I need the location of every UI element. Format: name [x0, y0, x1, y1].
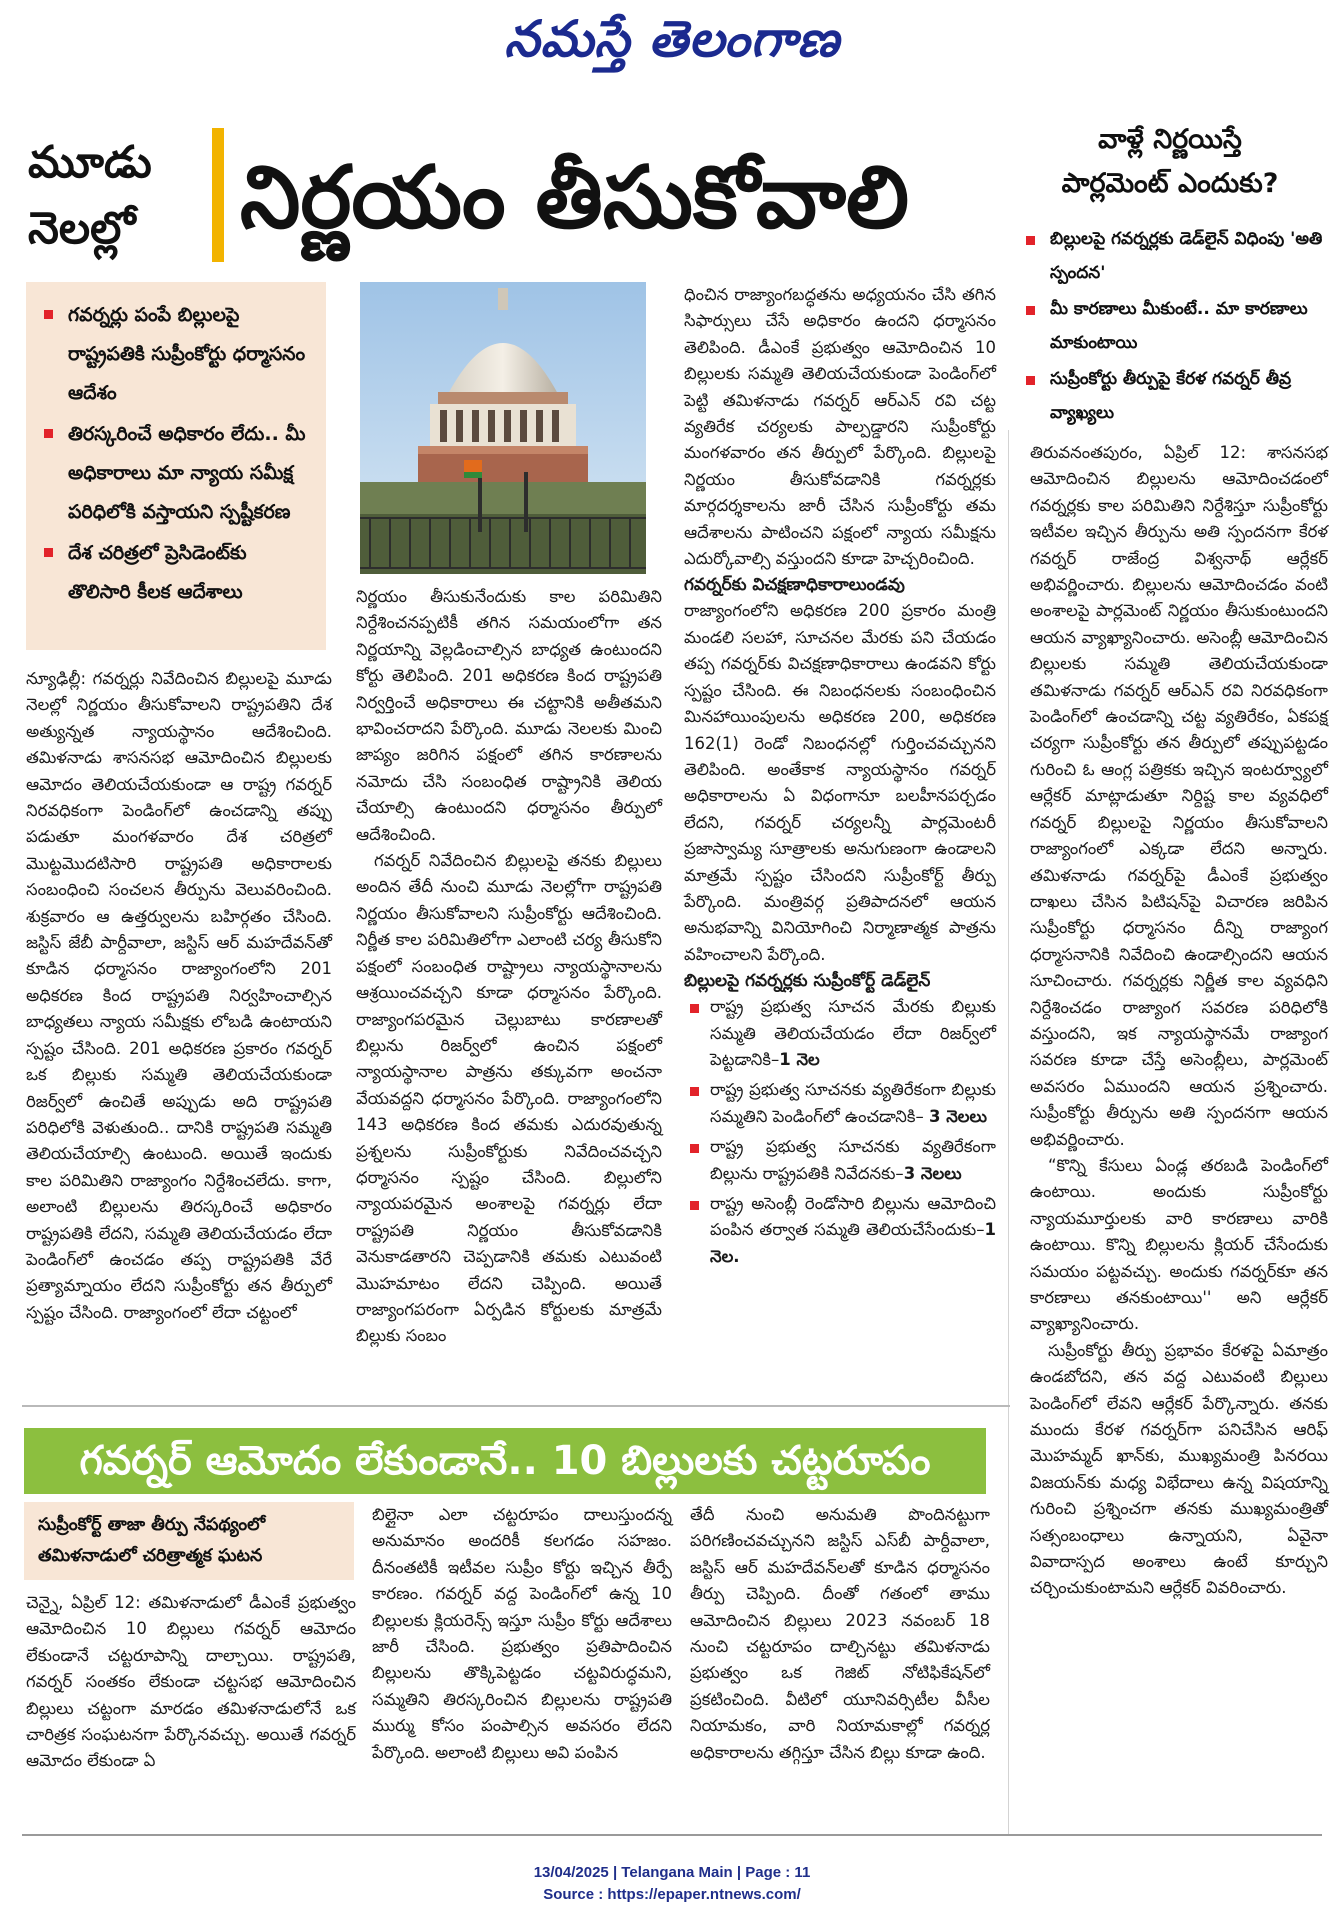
deadline-item: రాష్ట్ర ప్రభుత్వ సూచన మేరకు బిల్లుకు సమ్మతి తెలియచేయడం లేదా రిజర్వ్‌లో పెట్టడానికి–1 నెల [684, 994, 996, 1073]
lower-story-kicker: సుప్రీంకోర్ట్ తాజా తీర్పు నేపథ్యంలో తమిళనాడులో చరిత్రాత్మక ఘటన [24, 1502, 354, 1580]
main-story-column-1 [26, 666, 332, 1401]
article-paragraph: చెన్నై, ఏప్రిల్ 12: తమిళనాడులో డీఎంకే ప్రభుత్వం ఆమోదించిన 10 బిల్లులు గవర్నర్ ఆమోదం లేకుండానే చట్టరూపాన్ని దాల్చాయి. రాష్ట్రపతి, గవర్నర్ సంతకం లేకుండా చట్టసభ ఆమోదించిన బిల్లులు చట్టంగా మారడం తమిళనాడులోనే ఒక చారిత్రక సంఘటనగా పేర్కొనవచ్చు. అయితే గవర్నర్ ఆమోదం లేకుండా ఏ [26, 1593, 356, 1771]
source-link[interactable]: Source : https://epaper.ntnews.com/ [543, 1886, 801, 1903]
main-headline: నిర్ణయం తీసుకోవాలి [240, 148, 910, 248]
deadline-list [684, 994, 996, 1270]
supreme-court-photo [360, 282, 646, 574]
lower-story-column-1 [26, 1590, 356, 1826]
highlight-item: దేశ చరిత్రలో ప్రెసిడెంట్‌కు తొలిసారి కీలక ఆదేశాలు [38, 534, 314, 612]
lower-story-banner: గవర్నర్ ఆమోదం లేకుండానే.. 10 బిల్లులకు చట్టరూపం [24, 1428, 986, 1494]
article-paragraph: న్యూఢిల్లీ: గవర్నర్లు నివేదించిన బిల్లులపై మూడు నెలల్లో నిర్ణయం తీసుకోవాలని రాష్ట్రపతిని దేశ అత్యున్నత న్యాయస్థానం ఆదేశించింది. తమిళనాడు శాసనసభ ఆమోదించిన బిల్లులకు ఆమోదం తెలియచేయకుండా ఆ రాష్ట్ర గవర్నర్ నిరవధికంగా పెండింగ్‌లో ఉంచడాన్ని తప్పు పడుతూ మంగళవారం దేశ చరిత్రలో మొట్టమొదటిసారి రాష్ట్రపతి అధికారాలకు సంబంధించి సంచలన తీర్పును వెలువరించింది. శుక్రవారం ఆ ఉత్తర్వులను బహిర్గతం చేసింది. జస్టిస్ జేబీ పార్దీవాలా, జస్టిస్ ఆర్ మహదేవన్‌తో కూడిన ధర్మాసనం రాజ్యాంగంలోని 201 అధికరణ కింద రాష్ట్రపతి నిర్వహించాల్సిన బాధ్యతలు న్యాయ సమీక్షకు లోబడి ఉంటాయని స్పష్టం చేసింది. 201 అధికరణ ప్రకారం గవర్నర్ ఒక బిల్లుకు సమ్మతి తెలియచేయకుండా రిజర్వ్‌లో ఉంచితే అప్పుడు అది రాష్ట్రపతి పరిధిలోకి వెళుతుంది.. దానికి రాష్ట్రపతి సమ్మతి తెలియచేయాల్సి ఉంటుంది. అయితే ఇందుకు కాల పరిమితిని రాజ్యాంగం నిర్దేశించలేదు. కాగా, అలాంటి బిల్లులను తిరస్కరించే అధికారం రాష్ట్రపతికి లేదని, సమ్మతి తెలియచేయడం లేదా పెండింగ్‌లో ఉంచడం తప్ప రాష్ట్రపతికి వేరే ప్రత్యామ్నాయం లేదని సుప్రీంకోర్టు తన తీర్పులో స్పష్టం చేసింది. రాజ్యాంగంలో లేదా చట్టంలో [26, 669, 332, 1322]
article-paragraph: ధించిన రాజ్యాంగబద్ధతను అధ్యయనం చేసి తగిన సిఫార్సులు చేసే అధికారం ఉందని ధర్మాసనం తెలిపింది. డీఎంకే ప్రభుత్వం ఆమోదించిన 10 బిల్లులకు సమ్మతి తెలియచేయకుండా పెండింగ్‌లో పెట్టి తమిళనాడు గవర్నర్ ఆర్‌ఎన్ రవి చట్ట వ్యతిరేక చర్యలకు పాల్పడ్డారని సుప్రీంకోర్టు మంగళవారం తన తీర్పులో పేర్కొంది. బిల్లులపై నిర్ణయం తీసుకోవడానికి గవర్నర్లకు మార్గదర్శకాలను జారీ చేసిన సుప్రీంకోర్టు తమ ఆదేశాలను పాటించని పక్షంలో న్యాయ సమీక్షను ఎదుర్కోవాల్సి వస్తుందని కూడా హెచ్చరించింది. [684, 285, 996, 569]
article-paragraph: తిరువనంతపురం, ఏప్రిల్ 12: శాసనసభ ఆమోదించిన బిల్లులను ఆమోదించడంలో గవర్నర్లకు కాల పరిమితిని నిర్దేశిస్తూ సుప్రీంకోర్టు ఇటీవల ఇచ్చిన తీర్పును అతి స్పందనగా కేరళ గవర్నర్ రాజేంద్ర విశ్వనాథ్ ఆర్లేకర్ అభివర్ణించారు. బిల్లులను ఆమోదించడం వంటి అంశాలపై పార్లమెంట్ నిర్ణయం తీసుకుంటుందని ఆయన వ్యాఖ్యానించారు. అసెంబ్లీ ఆమోదించిన బిల్లులకు సమ్మతి తెలియచేయకుండా తమిళనాడు గవర్నర్ ఆర్‌ఎన్ రవి నిరవధికంగా పెండింగ్‌లో ఉంచడాన్ని చట్ట వ్యతిరేకం, ఏకపక్ష చర్యగా సుప్రీంకోర్టు తన తీర్పులో తప్పుపట్టడం గురించి ఓ ఆంగ్ల పత్రికకు ఇచ్చిన ఇంటర్వ్యూలో ఆర్లేకర్ మాట్లాడుతూ నిర్దిష్ట కాల వ్యవధిలో గవర్నర్ బిల్లులపై నిర్ణయం తీసుకోవాలని రాజ్యాంగంలో ఎక్కడా లేదని అన్నారు. తమిళనాడు గవర్నర్‌పై డీఎంకే ప్రభుత్వం దాఖలు చేసిన పిటిషన్‌పై విచారణ జరిపిన సుప్రీంకోర్టు ధర్మాసనం దీన్ని రాజ్యాంగ ధర్మాసనానికి నివేదించి ఉండాల్సిందని ఆయన సూచించారు. గవర్నర్లకు నిర్ణీత కాల వ్యవధిని నిర్దేశించడం రాజ్యాంగ సవరణ పరిధిలోకి వస్తుందని, ఇక న్యాయస్థానమే రాజ్యాంగ సవరణ కూడా చేస్తే అసెంబ్లీలు, పార్లమెంట్ అవసరం ఏముందని ఆయన ప్రశ్నించారు. సుప్రీంకోర్టు తీర్పును అతి స్పందనగా ఆయన అభివర్ణించారు. [1030, 443, 1328, 1149]
article-paragraph: బిల్లైనా ఎలా చట్టరూపం దాలుస్తుందన్న అనుమానం అందరికీ కలగడం సహజం. దీనంతటికీ ఇటీవల సుప్రీం కోర్టు ఇచ్చిన తీర్పే కారణం. గవర్నర్ వద్ద పెండింగ్‌లో ఉన్న 10 బిల్లులకు క్లియరెన్స్ ఇస్తూ సుప్రీం కోర్టు ఆదేశాలు జారీ చేసింది. ప్రభుత్వం ప్రతిపాదించిన బిల్లులను తొక్కిపెట్టడం చట్టవిరుద్ధమని, సమ్మతిని తిరస్కరించిన బిల్లులను రాష్ట్రపతి ముర్ము కోసం పంపాల్సిన అవసరం లేదని పేర్కొంది. అలాంటి బిల్లులు అవి పంపిన [372, 1505, 672, 1762]
deadline-item: రాష్ట్ర అసెంబ్లీ రెండోసారి బిల్లును ఆమోదించి పంపిన తర్వాత సమ్మతి తెలియచేసేందుకు–1 నెల. [684, 1191, 996, 1270]
article-paragraph: రాజ్యాంగంలోని అధికరణ 200 ప్రకారం మంత్రి మండలి సలహా, సూచనల మేరకు పని చేయడం తప్ప గవర్నర్‌కు విచక్షణాధికారాలు ఉండవని కోర్టు స్పష్టం చేసింది. ఈ నిబంధనలకు సంబంధించిన మినహాయింపులను అధికరణ 200, అధికరణ 162(1) రెండో నిబంధనల్లో గుర్తించవచ్చునని తెలిపింది. అంతేకాక న్యాయస్థానం గవర్నర్ అధికారాలను ఏ విధంగానూ బలహీనపర్చడం లేదని, గవర్నర్ చర్యలన్నీ పార్లమెంటరీ ప్రజాస్వామ్య సూత్రాలకు అనుగుణంగా ఉండాలని మాత్రమే స్పష్టం చేసిందని సుప్రీంకోర్ట్ తీర్పు పేర్కొంది. మంత్రివర్గ ప్రతిపాదనలో ఆయన అనుభవాన్ని వినియోగించి నిర్మాణాత్మక పాత్రను వహించాలని పేర్కొంది. [684, 601, 996, 964]
page-footer [0, 1862, 1344, 1906]
section-subhead: గవర్నర్‌కు విచక్షణాధికారాలుండవు [684, 575, 905, 596]
side-headline-line: పార్లమెంట్ ఎందుకు? [1061, 168, 1279, 199]
side-highlight-item: మీ కారణాలు మీకుంటే.. మా కారణాలు మాకుంటాయి [1020, 292, 1332, 360]
article-paragraph: “కొన్ని కేసులు ఏండ్ల తరబడి పెండింగ్‌లో ఉంటాయి. అందుకు సుప్రీంకోర్టు న్యాయమూర్తులకు వారి కారణాలు వారికి ఉంటాయి. కొన్ని బిల్లులను క్లియర్ చేసేందుకు సమయం పట్టవచ్చు. అందుకు గవర్నర్‌కూ తన కారణాలు తనకుంటాయి'' అని ఆర్లేకర్ వ్యాఖ్యానించారు. [1030, 1155, 1328, 1334]
supreme-court-building-image [360, 282, 646, 574]
deadline-item: రాష్ట్ర ప్రభుత్వ సూచనకు వ్యతిరేకంగా బిల్లుకు సమ్మతిని పెండింగ్‌లో ఉంచడానికి– 3 నెలలు [684, 1077, 996, 1130]
side-headline-line: వాళ్లే నిర్ణయిస్తే [1098, 124, 1242, 155]
edition-info: 13/04/2025 | Telangana Main | Page : 11 [533, 1864, 811, 1881]
deadline-item: రాష్ట్ర ప్రభుత్వ సూచనకు వ్యతిరేకంగా బిల్లును రాష్ట్రపతికి నివేదనకు–3 నెలలు [684, 1134, 996, 1187]
deadline-heading: బిల్లులపై గవర్నర్లకు సుప్రీంకోర్ట్ డెడ్‌లైన్ [684, 971, 931, 992]
main-story-column-3 [684, 282, 996, 1402]
lower-story-column-2 [372, 1502, 672, 1826]
highlight-item: గవర్నర్లు పంపే బిల్లులపై రాష్ట్రపతికి సుప్రీంకోర్టు ధర్మాసనం ఆదేశం [38, 296, 314, 413]
side-story-highlights [1020, 222, 1332, 432]
article-paragraph: గవర్నర్ నివేదించిన బిల్లులపై తనకు బిల్లులు అందిన తేదీ నుంచి మూడు నెలల్లోగా రాష్ట్రపతి నిర్ణయం తీసుకోవాలని సుప్రీంకోర్టు ఆదేశించింది. నిర్ణీత కాల పరిమితిలోగా ఎలాంటి చర్య తీసుకోని పక్షంలో సంబంధిత రాష్ట్రాలు న్యాయస్థానాలను ఆశ్రయించవచ్చని కూడా ధర్మాసనం పేర్కొంది. రాజ్యాంగపరమైన చెల్లుబాటు కారణాలతో బిల్లును రిజర్వ్‌లో ఉంచిన పక్షంలో న్యాయస్థానాల పాత్రను తక్కువగా అంచనా వేయవద్దని ధర్మాసనం పేర్కొంది. రాజ్యాంగంలోని 143 అధికరణ కింద తమకు ఎదురవుతున్న ప్రశ్నలను సుప్రీంకోర్టుకు నివేదించవచ్చని ధర్మాసనం స్పష్టం చేసింది. బిల్లులోని న్యాయపరమైన అంశాలపై గవర్నర్లు లేదా రాష్ట్రపతి నిర్ణయం తీసుకోవడానికి వెనుకాడతారని చెప్పడానికి తమకు ఎటువంటి మొహమాటం లేదని చెప్పింది. అయితే రాజ్యాంగపరంగా ఏర్పడిన కోర్టులకు మాత్రమే బిల్లుకు సంబం [356, 851, 662, 1346]
column-divider [1008, 430, 1009, 1835]
highlight-item: తిరస్కరించే అధికారం లేదు.. మీ అధికారాలు మా న్యాయ సమీక్ష పరిధిలోకి వస్తాయని స్పష్టీకరణ [38, 415, 314, 532]
side-highlight-item: బిల్లులపై గవర్నర్లకు డెడ్‌లైన్ విధింపు 'అతి స్పందన' [1020, 222, 1332, 290]
kicker-divider [212, 128, 224, 262]
main-story-column-2 [356, 584, 662, 1401]
side-highlight-item: సుప్రీంకోర్టు తీర్పుపై కేరళ గవర్నర్ తీవ్ర వ్యాఖ్యలు [1020, 362, 1332, 430]
kicker-line: మూడు [28, 137, 152, 188]
lower-story-column-3 [690, 1502, 990, 1826]
article-paragraph: నిర్ణయం తీసుకునేందుకు కాల పరిమితిని నిర్దేశించనప్పటికీ తగిన సమయంలోగా తన నిర్ణయాన్ని వెల్లడించాల్సిన బాధ్యత ఉంటుందని కోర్టు తెలిపింది. 201 అధికరణ కింద రాష్ట్రపతి నిర్వర్తించే అధికారాలు ఈ చట్టానికి అతీతమని భావించరాదని పేర్కొంది. మూడు నెలలకు మించి జాప్యం జరిగిన పక్షంలో తగిన కారణాలను నమోదు చేసి సంబంధిత రాష్ట్రానికి తెలియ చేయాల్సి ఉంటుందని ధర్మాసనం తీర్పులో ఆదేశించింది. [356, 587, 662, 844]
masthead [0, 10, 1344, 90]
masthead-logo: నమస్తే తెలంగాణ [504, 10, 840, 68]
side-headline [1010, 118, 1330, 206]
article-paragraph: తేదీ నుంచి అనుమతి పొందినట్టుగా పరిగణించవచ్చునని జస్టిస్ ఎస్‌బీ పార్దీవాలా, జస్టిస్ ఆర్ మహదేవన్‌లతో కూడిన ధర్మాసనం తీర్పు చెప్పింది. దీంతో గతంలో తాము ఆమోదించిన బిల్లులు 2023 నవంబర్ 18 నుంచి చట్టరూపం దాల్చినట్టు తమిళనాడు ప్రభుత్వం ఒక గెజిట్ నోటిఫికేషన్‌లో ప్రకటించింది. వీటిలో యూనివర్సిటీల వీసీల నియామకం, వారి నియామకాల్లో గవర్నర్ల అధికారాలను తగ్గిస్తూ చేసిన బిల్లు కూడా ఉంది. [690, 1505, 990, 1762]
kicker-line: నెలల్లో [28, 203, 136, 254]
headline-kicker [28, 130, 208, 262]
page-bottom-rule [22, 1834, 1322, 1836]
section-divider [22, 1405, 1010, 1407]
side-story-column [1030, 440, 1328, 1830]
article-paragraph: సుప్రీంకోర్టు తీర్పు ప్రభావం కేరళపై ఏమాత్రం ఉండబోదని, తన వద్ద ఎటువంటి బిల్లులు పెండింగ్‌లో లేవని ఆర్లేకర్ పేర్కొన్నారు. తనకు ముందు కేరళ గవర్నర్‌గా పనిచేసిన ఆరిఫ్ మొహమ్మద్ ఖాన్‌కు, ముఖ్యమంత్రి పినరయి విజయన్‌కు మధ్య విభేదాలు ఉన్న విషయాన్ని గురించి ప్రశ్నించగా తనకు ముఖ్యమంత్రితో సత్సంబంధాలు ఉన్నాయని, ఏవైనా వివాదాస్పద అంశాలు ఉంటే కూర్చుని చర్చించుకుంటామని ఆర్లేకర్ వివరించారు. [1030, 1340, 1328, 1598]
highlights-box [26, 282, 326, 650]
